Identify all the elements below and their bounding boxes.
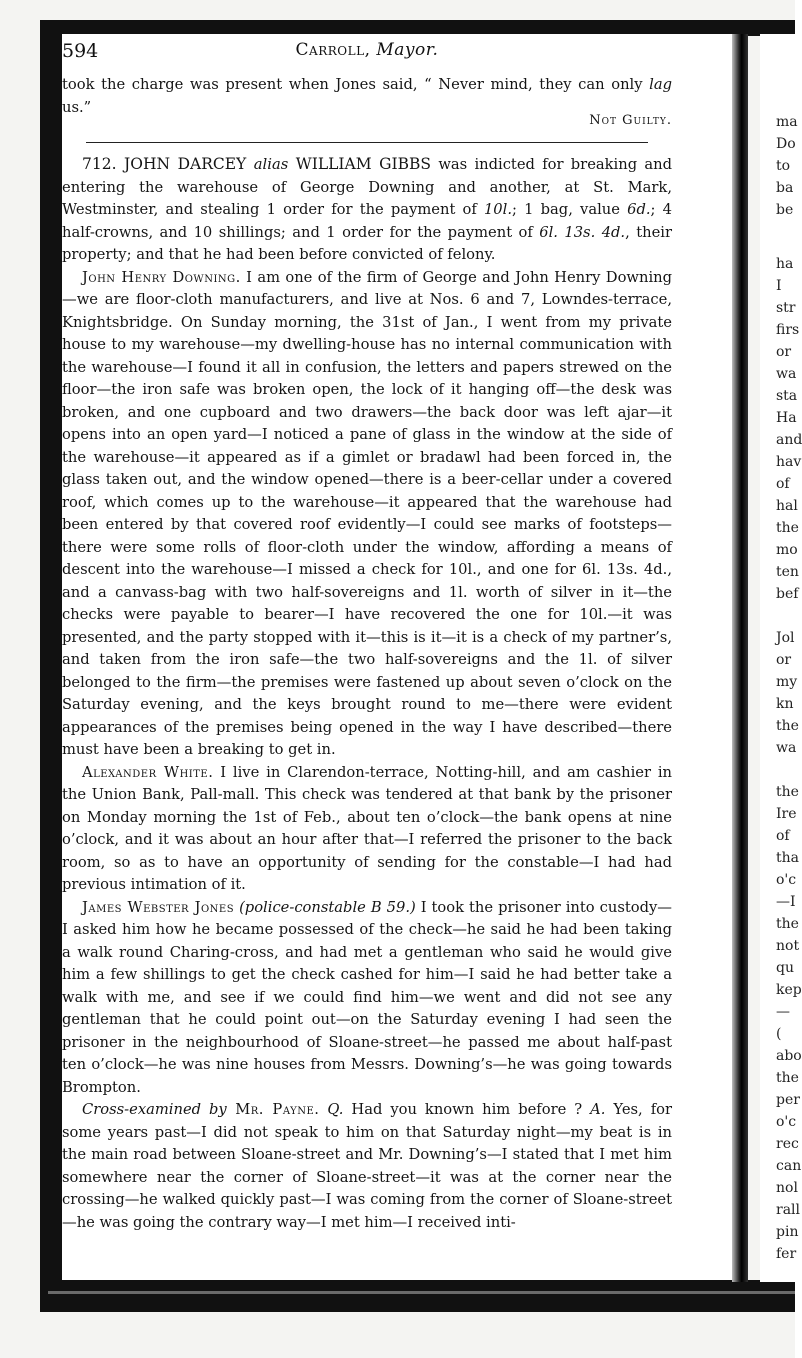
facing-page-fragment: ( [776, 1026, 782, 1042]
case-number-name: 712. JOHN DARCEY [82, 155, 254, 173]
testimony-downing: John Henry Downing. I am one of the firm of George and John Henry Downing—we are floor-cloth manufacturers, and live at Nos. 6 and 7, Lowndes-terrace, Knightsbridge. On Sunday morning, the 31st of Jan., I went from my private house to my warehouse—my dwelling-house has no internal communication with the warehouse—I found it all in confusion, the letters and papers strewed on the floor—the iron safe was broken open, the lock of it hanging off—the desk was broken, and one cupboard and two drawers—the back door was left ajar—it opens into an open yard—I noticed a pane of glass in the window at the side of the warehouse—it appeared as if a gimlet or bradawl had been forced in, the glass taken out, and the window opened—there is a beer-cellar under a covered roof, which comes up to the warehouse—it appeared that the warehouse had been entered by that covered roof evidently—I could see marks of footsteps—there were some rolls of floor-cloth under the window, affording a means of descent into the warehouse—I missed a check for 10l., and one for 6l. 13s. 4d., and a canvass-bag with two half-sovereigns and 1l. worth of silver in it—the checks were payable to bearer—I have recovered the one for 10l.—it was presented, and the party stopped with it—this is it—it is a check of my partner’s, and taken from the iron safe—the two half-sovereigns and the 1l. of silver belonged to the firm—the premises were fastened up about seven o’clock on the Saturday evening, and the keys brought round to me—there were evident appearances of the premises being opened in the way I have described—there must have been a breaking to get in. [62, 268, 673, 758]
book-cover-bottom [40, 1280, 795, 1312]
facing-page-fragment: to [776, 158, 791, 174]
facing-page-fragment: hav [776, 454, 802, 470]
facing-page-fragment: bef [776, 586, 799, 602]
facing-page-fragment: firs [776, 322, 800, 338]
facing-page-fragment: rall [776, 1202, 800, 1218]
facing-page-fragment: I [776, 278, 782, 294]
facing-page-fragment: o'c [776, 1114, 797, 1130]
facing-page-fragment: qu [776, 960, 794, 976]
facing-page-fragment: of [776, 828, 790, 844]
facing-page-fragment: kn [776, 696, 794, 712]
speaker-name: John Henry Downing. [82, 268, 241, 286]
facing-page-fragment: can [776, 1158, 802, 1174]
facing-page-fragment: ma [776, 114, 798, 130]
facing-page-fragment: sta [776, 388, 798, 404]
book-gutter [732, 34, 748, 1282]
facing-page-fragment: hal [776, 498, 798, 514]
speaker-name: James Webster Jones [82, 898, 235, 916]
section-rule [86, 142, 647, 143]
facing-page-fragment: of [776, 476, 790, 492]
facing-page-fragment: or [776, 652, 792, 668]
facing-page-fragment: or [776, 344, 792, 360]
page-number: 594 [62, 40, 99, 62]
testimony-white: Alexander White. I live in Clarendon-terrace, Notting-hill, and am cashier in the Union Bank, Pall-mall. This check was tendered at that bank by the prisoner on Monday morning the 1st of Feb., about ten o’clock—the bank opens at nine o’clock, and it was about an hour after that—I referred the prisoner to the back room, so as to have an opportunity of sending for the constable—I had had previous intimation of it. [62, 763, 672, 893]
facing-page-fragment: nol [776, 1180, 798, 1196]
facing-page-fragment: the [776, 520, 799, 536]
facing-page-fragment: mo [776, 542, 798, 558]
facing-page-fragment: — [776, 1004, 790, 1020]
facing-page-fragment: o'c [776, 872, 797, 888]
facing-page-fragment: Ire [776, 806, 797, 822]
facing-page-fragment: Do [776, 136, 796, 152]
running-head [62, 40, 672, 60]
facing-page-fragment: str [776, 300, 796, 316]
facing-page-fragment: per [776, 1092, 800, 1108]
facing-page-fragment: my [776, 674, 798, 690]
facing-page-fragment: pin [776, 1224, 799, 1240]
page-edge-line [48, 1291, 795, 1294]
speaker-name: Alexander White. [82, 763, 214, 781]
facing-page-fragment: the [776, 784, 799, 800]
cross-label: Cross-examined by [82, 1101, 227, 1118]
facing-page-fragment: be [776, 202, 794, 218]
facing-page-fragment: wa [776, 366, 797, 382]
facing-page-fragment: ba [776, 180, 794, 196]
facing-page-fragment: Jol [776, 630, 795, 646]
facing-page-fragment: kep [776, 982, 802, 998]
testimony-jones: James Webster Jones (police-constable B 59.) I took the prisoner into custody—I asked him how he became possessed of the check—he said he had been taking a walk round Charing-cross, and had met a gentleman who said he would give him a few shillings to get the check cashed for him—I said he had better take a walk with me, and see if we could find him—we went and did not see any gentleman that he could point out—on the Saturday evening I had seen the prisoner in the neighbourhood of Sloane-street—he passed me about half-past ten o’clock—he was nine houses from Messrs. Downing’s—he was going towards Brompton. [62, 898, 672, 1096]
verdict: Not Guilty. [589, 113, 672, 128]
intro-paragraph: took the charge was present when Jones said, “ Never mind, they can only lag us.” [62, 76, 672, 116]
facing-page-fragment: ten [776, 564, 799, 580]
running-head-title: Mayor. [376, 40, 439, 60]
facing-page-fragment: the [776, 718, 799, 734]
facing-page-fragment: rec [776, 1136, 799, 1152]
facing-page-fragment: ha [776, 256, 794, 272]
running-head-name: Carroll, [295, 40, 371, 60]
cross-examination: Cross-examined by Mr. Payne. Q. Had you known him before ? A. Yes, for some years past—I did not speak to him on that Saturday night—my beat is in the main road between Sloane-street and Mr. Downing’s—I stated that I met him somewhere near the corner of Sloane-street—it was at the corner near the crossing—he walked quickly past—I was coming from the corner of Sloane-street—he was going the contrary way—I met him—I received inti- [62, 1101, 672, 1231]
facing-page-edge [760, 34, 802, 1282]
facing-page-fragment: the [776, 1070, 799, 1086]
case-indictment: 712. JOHN DARCEY alias WILLIAM GIBBS was indicted for breaking and entering the warehouse of George Downing and another, at St. Mark, Westminster, and stealing 1 order for the payment of 10l.; 1 bag, value 6d.; 4 half-crowns, and 10 shillings; and 1 order for the payment of 6l. 13s. 4d., their property; and that he had been before convicted of felony. [62, 155, 672, 263]
facing-page-fragment: and [776, 432, 802, 448]
facing-page-fragment: the [776, 916, 799, 932]
facing-page-fragment: Ha [776, 410, 797, 426]
book-cover-left [40, 20, 62, 1312]
facing-page-fragment: fer [776, 1246, 797, 1262]
speaker-role: (police-constable B 59.) [239, 898, 416, 916]
facing-page-fragment: wa [776, 740, 797, 756]
page-content [62, 40, 672, 1234]
facing-page-fragment: abo [776, 1048, 802, 1064]
facing-page-fragment: —I [776, 894, 796, 910]
page-header [62, 40, 672, 74]
facing-page-fragment: not [776, 938, 800, 954]
facing-page-fragment: tha [776, 850, 799, 866]
